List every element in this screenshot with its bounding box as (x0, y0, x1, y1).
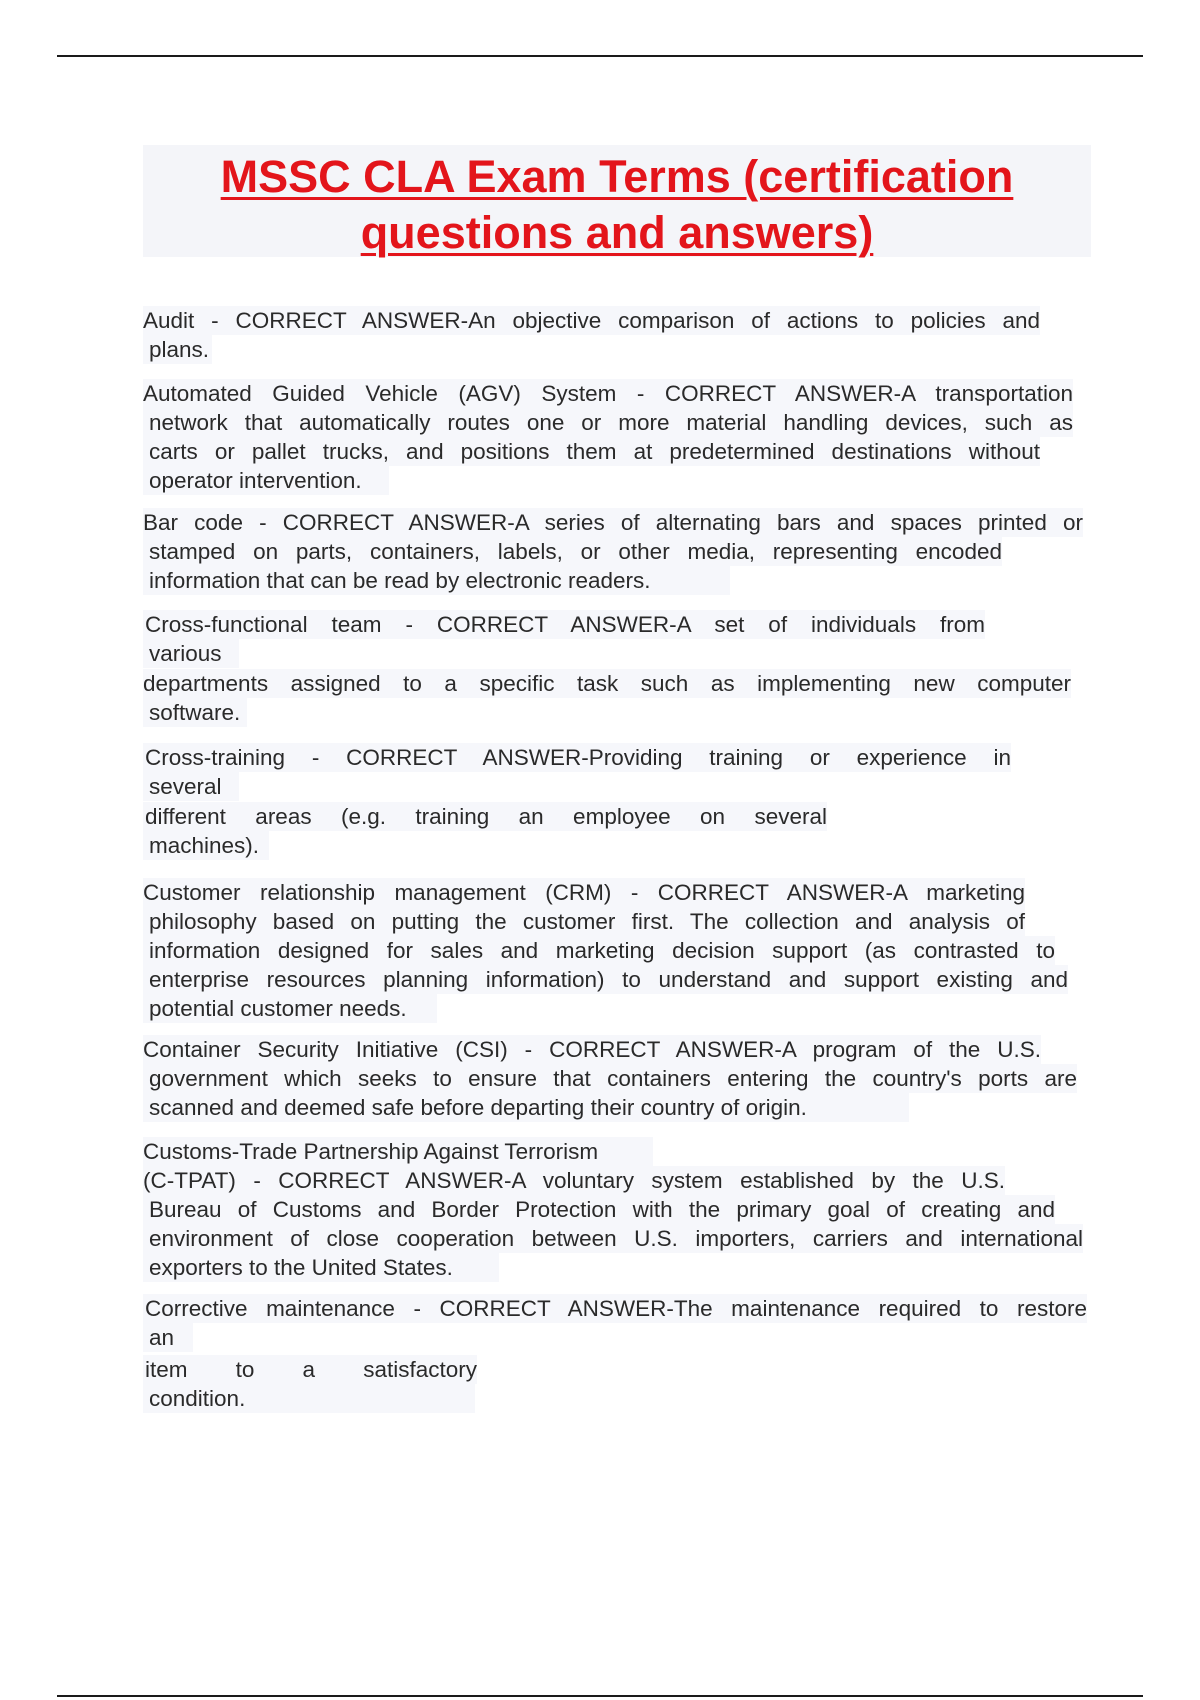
entry-line: exporters to the United States. (143, 1253, 499, 1282)
entry-line: philosophy based on putting the customer first. The collection and analysis of (143, 907, 1025, 936)
entry-line: potential customer needs. (143, 994, 437, 1023)
term-entry-crm (143, 878, 1068, 1023)
term-entry-csi (143, 1035, 1077, 1122)
entry-line: Cross-functional team - CORRECT ANSWER-A set of individuals from (145, 612, 985, 637)
entry-line: carts or pallet trucks, and positions them at predetermined destinations without (143, 437, 1040, 466)
entry-line: Bureau of Customs and Border Protection with the primary goal of creating and (143, 1195, 1055, 1224)
entry-line: Bar code - CORRECT ANSWER-A series of alternating bars and spaces printed or (143, 510, 1083, 535)
entry-line: software. (143, 698, 247, 727)
entry-line: Cross-training - CORRECT ANSWER-Providing training or experience in (145, 745, 1011, 770)
entry-line: stamped on parts, containers, labels, or other media, representing encoded (143, 537, 1002, 566)
term-entry-c-tpat (143, 1137, 1083, 1282)
entry-line: Container Security Initiative (CSI) - CORRECT ANSWER-A program of the U.S. (143, 1037, 1041, 1062)
entry-line: Customs-Trade Partnership Against Terrorism (143, 1137, 653, 1166)
entry-line: departments assigned to a specific task such as implementing new computer (143, 671, 1071, 696)
bottom-rule (57, 1695, 1143, 1697)
entry-line: condition. (143, 1384, 475, 1413)
entry-line: plans. (143, 335, 212, 364)
entry-line: scanned and deemed safe before departing their country of origin. (143, 1093, 909, 1122)
term-entry-cross-functional-team (143, 610, 1071, 727)
entry-line: operator intervention. (143, 466, 389, 495)
term-entry-corrective-maintenance (143, 1294, 1087, 1413)
entry-line: several (143, 772, 239, 801)
entry-line: Customer relationship management (CRM) - CORRECT ANSWER-A marketing (143, 880, 1025, 905)
entry-line: Audit - CORRECT ANSWER-An objective comparison of actions to policies and (143, 308, 1040, 333)
entry-line: network that automatically routes one or more material handling devices, such as (143, 408, 1073, 437)
top-rule (57, 55, 1143, 57)
entry-line: (C-TPAT) - CORRECT ANSWER-A voluntary system established by the U.S. (143, 1168, 1005, 1193)
entry-line: various (143, 639, 239, 668)
entry-line: machines). (143, 831, 269, 860)
entry-line: information that can be read by electronic readers. (143, 566, 730, 595)
title-block (143, 145, 1091, 257)
term-entry-audit (143, 306, 1040, 364)
entry-line: government which seeks to ensure that containers entering the country's ports are (143, 1064, 1077, 1093)
entry-line: Corrective maintenance - CORRECT ANSWER-The maintenance required to restore (145, 1296, 1087, 1321)
entry-line: Automated Guided Vehicle (AGV) System - CORRECT ANSWER-A transportation (143, 381, 1073, 406)
title-line-1: MSSC CLA Exam Terms (certification (220, 151, 1014, 202)
entry-line: enterprise resources planning information) to understand and support existing and (143, 965, 1068, 994)
term-entry-agv (143, 379, 1073, 495)
term-entry-bar-code (143, 508, 1083, 595)
entry-line: information designed for sales and marketing decision support (as contrasted to (143, 936, 1055, 965)
entry-line: different areas (e.g. training an employee on several (145, 804, 827, 829)
entry-line: an (143, 1323, 193, 1352)
entry-line: item to a satisfactory (145, 1357, 477, 1382)
title-line-2: questions and answers) (360, 207, 874, 258)
entry-line: environment of close cooperation between U.S. importers, carriers and international (143, 1224, 1083, 1253)
term-entry-cross-training (143, 743, 1011, 860)
page-title (143, 145, 1091, 261)
